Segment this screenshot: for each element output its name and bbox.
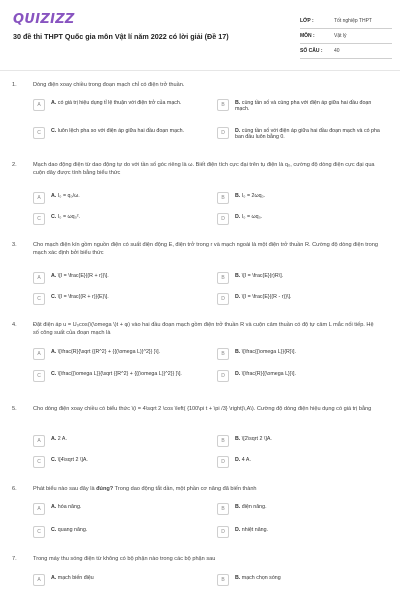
- question-6: [12, 486, 392, 546]
- option-letter-badge: C: [33, 213, 45, 225]
- answer-option-b[interactable]: B B. cùng tần số và cùng pha với điện áp giữa hai đầu đoạn mạch.: [217, 99, 387, 113]
- question-number: 7.: [12, 556, 17, 562]
- question-text: Cho dòng điện xoay chiều có biểu thức \(i = 4\sqrt 2 \cos \left( {100\pi t + \pi /3} \right)\,A\). Cường độ dòng điện hiệu dụng có giá trị bằng: [33, 406, 372, 412]
- option-letter-badge: D: [217, 213, 229, 225]
- question-number: 3.: [12, 242, 17, 248]
- question-2: [12, 162, 392, 232]
- meta-value: Vật lý: [334, 33, 347, 39]
- option-text: điện năng.: [241, 503, 267, 510]
- option-letter-badge: D: [217, 456, 229, 468]
- answer-option-a[interactable]: A A. 2 A.: [33, 435, 208, 447]
- option-text: I₀ = ωq₀².: [57, 213, 81, 220]
- option-text: luôn lệch pha so với điện áp giữa hai đầu đoạn mạch.: [57, 127, 185, 134]
- answer-option-c[interactable]: C C. I₀ = ωq₀².: [33, 213, 208, 225]
- option-letter-badge: B: [217, 503, 229, 515]
- answer-option-d[interactable]: D D. I₀ = ωq₀.: [217, 213, 387, 225]
- option-letter-badge: C: [33, 127, 45, 139]
- question-number: 2.: [12, 162, 17, 168]
- option-letter-badge: B: [217, 435, 229, 447]
- option-letter-badge: D: [217, 526, 229, 538]
- meta-label: SỐ CÂU :: [300, 48, 323, 54]
- question-number: 1.: [12, 82, 17, 88]
- answer-option-b[interactable]: B B. I₀ = 2ωq₀.: [217, 192, 387, 204]
- answer-option-b[interactable]: B B. \[2\sqrt 2 \]A.: [217, 435, 387, 447]
- meta-label: LỚP :: [300, 18, 314, 24]
- meta-value: 40: [334, 48, 340, 54]
- meta-row-subject: [300, 29, 392, 44]
- question-text: Trong máy thu sóng điện từ không có bộ phận nào trong các bộ phận sau: [33, 556, 216, 562]
- option-letter-badge: B: [217, 192, 229, 204]
- answer-option-d[interactable]: D D. nhiệt năng.: [217, 526, 387, 538]
- option-letter-badge: B: [217, 99, 229, 111]
- option-letter-badge: D: [217, 370, 229, 382]
- document-header: [0, 0, 400, 72]
- answer-option-c[interactable]: C C. quang năng.: [33, 526, 208, 538]
- question-number: 5.: [12, 406, 17, 412]
- option-text: I₀ = q₀/ω.: [57, 192, 80, 199]
- option-text: có giá trị hiệu dụng tỉ lệ thuận với điện trở của mạch.: [57, 99, 182, 106]
- question-4: [12, 322, 392, 400]
- option-text: \[\frac{R}{\sqrt {{R^2} + {{(\omega L)}^2}} }\].: [57, 348, 161, 355]
- question-text: Dòng điện xoay chiều trong đoạn mạch chỉ có điện trở thuần.: [33, 82, 185, 88]
- option-text: \[\frac{{\omega L}}{\sqrt {{R^2} + {{(\omega L)}^2}} }\].: [57, 370, 182, 377]
- option-letter-badge: B: [217, 272, 229, 284]
- answer-option-b[interactable]: B B. \[\frac{{\omega L}}{R}\].: [217, 348, 387, 360]
- answer-option-a[interactable]: A A. I₀ = q₀/ω.: [33, 192, 208, 204]
- option-letter-badge: D: [217, 293, 229, 305]
- question-text: Cho mạch điện kín gồm nguồn điện có suất điện động E, điện trở trong r và mạch ngoài là một điện trở thuần R. Cường độ dòng điện trong mạch xác định bởi biểu thức: [33, 242, 378, 256]
- quizizz-logo: QUIZIZZ: [13, 12, 75, 27]
- option-text: mạch chọn sóng: [241, 574, 281, 581]
- option-letter-badge: B: [217, 348, 229, 360]
- option-letter-badge: A: [33, 574, 45, 586]
- option-text: I₀ = ωq₀.: [241, 213, 263, 220]
- option-text: quang năng.: [57, 526, 88, 533]
- meta-table: [300, 14, 392, 59]
- question-1: [12, 82, 392, 152]
- answer-option-d[interactable]: D D. cùng tần số với điện áp giữa hai đầu đoạn mạch và có pha ban đầu luôn bằng 0.: [217, 127, 387, 141]
- option-text: \[I = \frac{E}{(R + r)}\].: [57, 272, 109, 279]
- answer-option-b[interactable]: B B. mạch chọn sóng: [217, 574, 387, 586]
- option-letter-badge: C: [33, 293, 45, 305]
- answer-option-c[interactable]: C C. luôn lệch pha so với điện áp giữa hai đầu đoạn mạch.: [33, 127, 208, 139]
- answer-option-b[interactable]: B B. điện năng.: [217, 503, 387, 515]
- answer-option-b[interactable]: B B. \[I = \frac{E}{r}R\].: [217, 272, 387, 284]
- option-text: \[\frac{R}{{\omega L}}\].: [241, 370, 296, 377]
- answer-option-c[interactable]: C C. \[I = \frac{(R + r)}{E}\].: [33, 293, 208, 305]
- option-letter-badge: C: [33, 456, 45, 468]
- meta-row-class: [300, 14, 392, 29]
- option-letter-badge: D: [217, 127, 229, 139]
- option-letter-badge: B: [217, 574, 229, 586]
- question-text: Đặt điện áp u = U₀cos(\(\omega \)t + φ) vào hai đầu đoạn mạch gồm điện trở thuần R và cuộn cảm thuần có độ tự cảm L mắc nối tiếp. Hệ số công suất của đoạn mạch là: [33, 322, 374, 336]
- option-text: 4 A.: [241, 456, 251, 463]
- option-text: I₀ = 2ωq₀.: [241, 192, 266, 199]
- question-7: [12, 556, 392, 600]
- option-text: cùng tần số và cùng pha với điện áp giữa hai đầu đoạn mạch.: [235, 99, 372, 113]
- question-number: 4.: [12, 322, 17, 328]
- option-letter-badge: A: [33, 272, 45, 284]
- answer-option-c[interactable]: C C. \[4\sqrt 2 \]A.: [33, 456, 208, 468]
- answer-option-a[interactable]: A A. \[I = \frac{E}{(R + r)}\].: [33, 272, 208, 284]
- option-letter-badge: C: [33, 526, 45, 538]
- option-text: mạch biến điệu: [57, 574, 94, 581]
- meta-row-count: [300, 44, 392, 59]
- answer-option-d[interactable]: D D. \[\frac{R}{{\omega L}}\].: [217, 370, 387, 382]
- answer-option-a[interactable]: A A. hóa năng.: [33, 503, 208, 515]
- option-text: \[4\sqrt 2 \]A.: [57, 456, 88, 463]
- header-divider: [0, 70, 400, 71]
- document-title: 30 đề thi THPT Quốc gia môn Vật lí năm 2022 có lời giải (Đề 17): [13, 32, 229, 41]
- meta-label: MÔN :: [300, 33, 315, 39]
- option-letter-badge: A: [33, 99, 45, 111]
- question-number: 6.: [12, 486, 17, 492]
- option-text: nhiệt năng.: [241, 526, 269, 533]
- option-letter-badge: A: [33, 192, 45, 204]
- question-5: [12, 406, 392, 476]
- answer-option-a[interactable]: A A. \[\frac{R}{\sqrt {{R^2} + {{(\omega L)}^2}} }\].: [33, 348, 208, 360]
- option-text: \[\frac{{\omega L}}{R}\].: [241, 348, 296, 355]
- option-text: \[2\sqrt 2 \]A.: [241, 435, 272, 442]
- question-text: Mạch dao động điện từ dao động tự do với tần số góc riêng là ω. Biết điện tích cực đại trên tụ điện là q₀, cường độ dòng điện cực đại qua cuộn dây được tính bằng biểu thức: [33, 162, 375, 176]
- option-letter-badge: C: [33, 370, 45, 382]
- option-text: \[I = \frac{E}{(R - r)}\].: [241, 293, 292, 300]
- option-text: \[I = \frac{E}{r}R\].: [241, 272, 284, 279]
- option-letter-badge: A: [33, 435, 45, 447]
- option-letter-badge: A: [33, 503, 45, 515]
- option-text: cùng tần số với điện áp giữa hai đầu đoạn mạch và có pha ban đầu luôn bằng 0.: [235, 127, 380, 141]
- answer-option-c[interactable]: C C. \[\frac{{\omega L}}{\sqrt {{R^2} + {{(\omega L)}^2}} }\].: [33, 370, 208, 382]
- option-letter-badge: A: [33, 348, 45, 360]
- answer-option-d[interactable]: D D. \[I = \frac{E}{(R - r)}\].: [217, 293, 387, 305]
- question-3: [12, 242, 392, 312]
- option-text: \[I = \frac{(R + r)}{E}\].: [57, 293, 109, 300]
- answer-option-d[interactable]: D D. 4 A.: [217, 456, 387, 468]
- answer-option-a[interactable]: A A. mạch biến điệu: [33, 574, 208, 586]
- meta-value: Tốt nghiệp THPT: [334, 18, 372, 24]
- option-text: 2 A.: [57, 435, 67, 442]
- answer-option-a[interactable]: A A. có giá trị hiệu dụng tỉ lệ thuận với điện trở của mạch.: [33, 99, 208, 111]
- question-text: Phát biểu nào sau đây là đúng? Trong dao động tắt dần, một phần cơ năng đã biến thành: [33, 486, 257, 492]
- option-text: hóa năng.: [57, 503, 82, 510]
